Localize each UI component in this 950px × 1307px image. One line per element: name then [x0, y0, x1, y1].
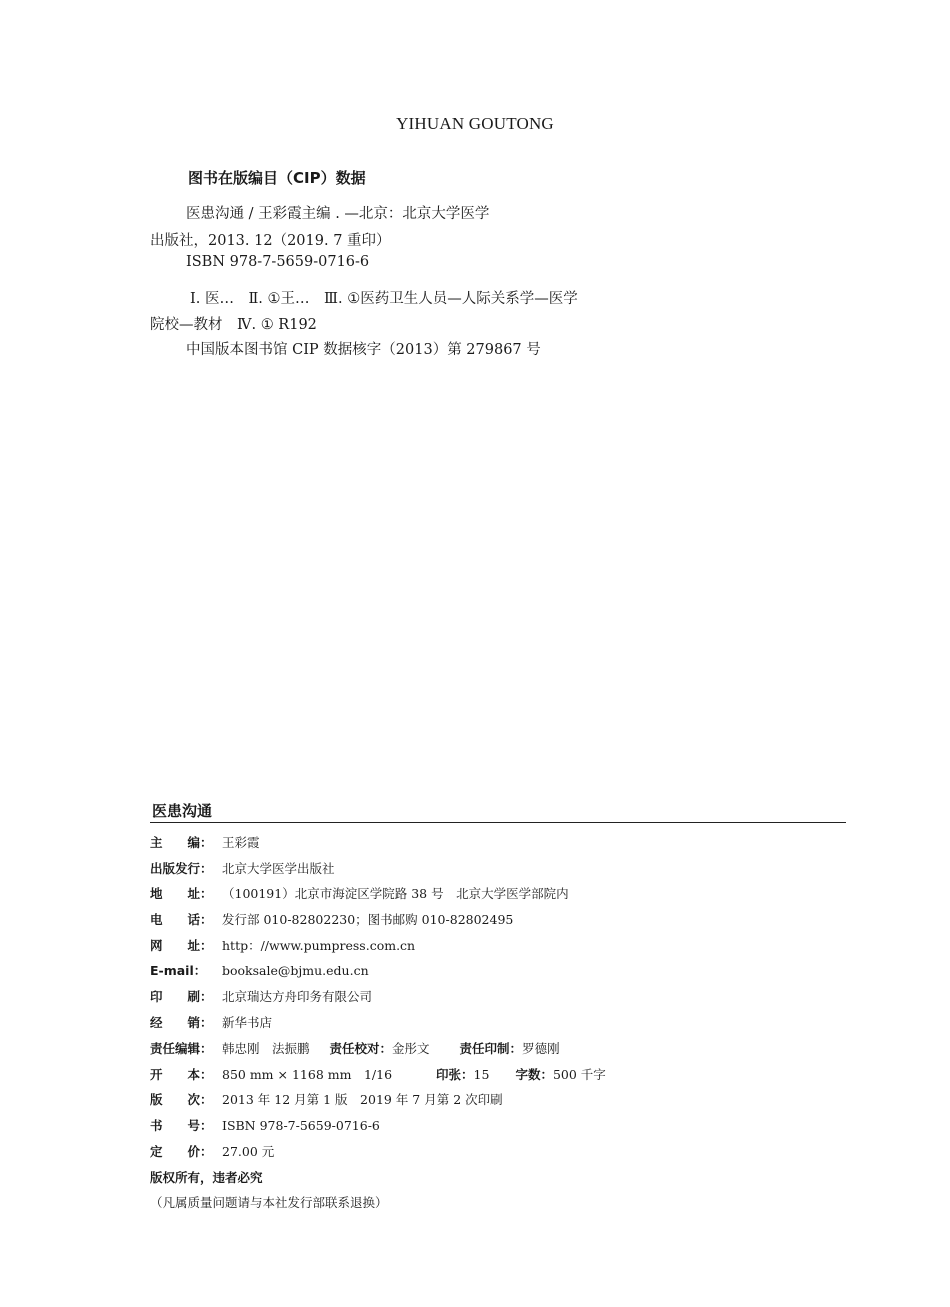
- sheets-value: 15: [473, 1067, 490, 1082]
- colophon-row-address: [150, 885, 569, 903]
- colophon-row-editor: [150, 834, 260, 852]
- phone-value: 发行部 010-82802230；图书邮购 010-82802495: [222, 912, 514, 927]
- return-note: （凡属质量问题请与本社发行部联系退换）: [150, 1195, 388, 1210]
- printer-label: 印 刷：: [150, 989, 213, 1004]
- editor-label: 主 编：: [150, 835, 213, 850]
- print-supervisor-value: 罗德刚: [522, 1041, 560, 1056]
- colophon-row-format: [150, 1066, 606, 1084]
- editor-value: 王彩霞: [222, 835, 260, 850]
- cip-heading: 图书在版编目（CIP）数据: [188, 169, 366, 187]
- cip-line-title-editor: 医患沟通 / 王彩霞主编 . —北京：北京大学医学: [186, 206, 490, 222]
- edition-label: 版 次：: [150, 1092, 213, 1107]
- address-label: 地 址：: [150, 886, 213, 901]
- copyright-notice: 版权所有，违者必究: [150, 1170, 263, 1185]
- colophon-row-phone: [150, 911, 513, 929]
- colophon-divider: [150, 822, 846, 823]
- email-label: E-mail：: [150, 963, 207, 978]
- price-label: 定 价：: [150, 1144, 213, 1159]
- isbn-label: 书 号：: [150, 1118, 213, 1133]
- resp-editor-label: 责任编辑：: [150, 1041, 213, 1056]
- cip-line-record-number: 中国版本图书馆 CIP 数据核字（2013）第 279867 号: [186, 342, 541, 358]
- publisher-value: 北京大学医学出版社: [222, 861, 335, 876]
- cip-line-subjects: Ⅰ. 医… Ⅱ. ①王… Ⅲ. ①医药卫生人员—人际关系学—医学: [190, 291, 578, 307]
- colophon-row-isbn: [150, 1117, 380, 1135]
- cip-line-isbn: ISBN 978-7-5659-0716-6: [186, 254, 370, 270]
- colophon-row-printer: [150, 988, 372, 1006]
- colophon-row-responsibility: [150, 1040, 560, 1058]
- resp-editor-value: 韩忠刚 法振鹏: [222, 1041, 310, 1056]
- colophon-row-website: [150, 937, 415, 955]
- email-value: booksale@bjmu.edu.cn: [222, 963, 369, 978]
- pinyin-title: YIHUAN GOUTONG: [396, 114, 554, 133]
- printer-value: 北京瑞达方舟印务有限公司: [222, 989, 373, 1004]
- distributor-label: 经 销：: [150, 1015, 213, 1030]
- colophon-row-publisher: [150, 860, 335, 878]
- colophon-row-edition: [150, 1091, 503, 1109]
- colophon-book-title: 医患沟通: [152, 802, 213, 820]
- words-label: 字数：: [515, 1067, 553, 1082]
- website-value: http：//www.pumpress.com.cn: [222, 938, 416, 953]
- format-value: 850 mm × 1168 mm 1/16: [222, 1067, 393, 1082]
- distributor-value: 新华书店: [222, 1015, 273, 1030]
- sheets-label: 印张：: [436, 1067, 474, 1082]
- proofreader-label: 责任校对：: [329, 1041, 393, 1056]
- isbn-value: ISBN 978-7-5659-0716-6: [222, 1118, 380, 1133]
- cip-line-classification: 院校—教材 Ⅳ. ① R192: [150, 317, 317, 333]
- edition-value: 2013 年 12 月第 1 版 2019 年 7 月第 2 次印刷: [222, 1092, 503, 1107]
- format-label: 开 本：: [150, 1067, 213, 1082]
- print-supervisor-label: 责任印制：: [459, 1041, 523, 1056]
- phone-label: 电 话：: [150, 912, 213, 927]
- price-value: 27.00 元: [222, 1144, 275, 1159]
- colophon-row-email: [150, 962, 369, 980]
- publisher-label: 出版发行：: [150, 861, 213, 876]
- address-value: （100191）北京市海淀区学院路 38 号 北京大学医学部院内: [222, 886, 569, 901]
- colophon-row-distributor: [150, 1014, 272, 1032]
- colophon-row-price: [150, 1143, 274, 1161]
- website-label: 网 址：: [150, 938, 213, 953]
- words-value: 500 千字: [552, 1067, 606, 1082]
- cip-line-publisher-date: 出版社，2013. 12（2019. 7 重印）: [150, 233, 391, 249]
- proofreader-value: 金彤文: [392, 1041, 430, 1056]
